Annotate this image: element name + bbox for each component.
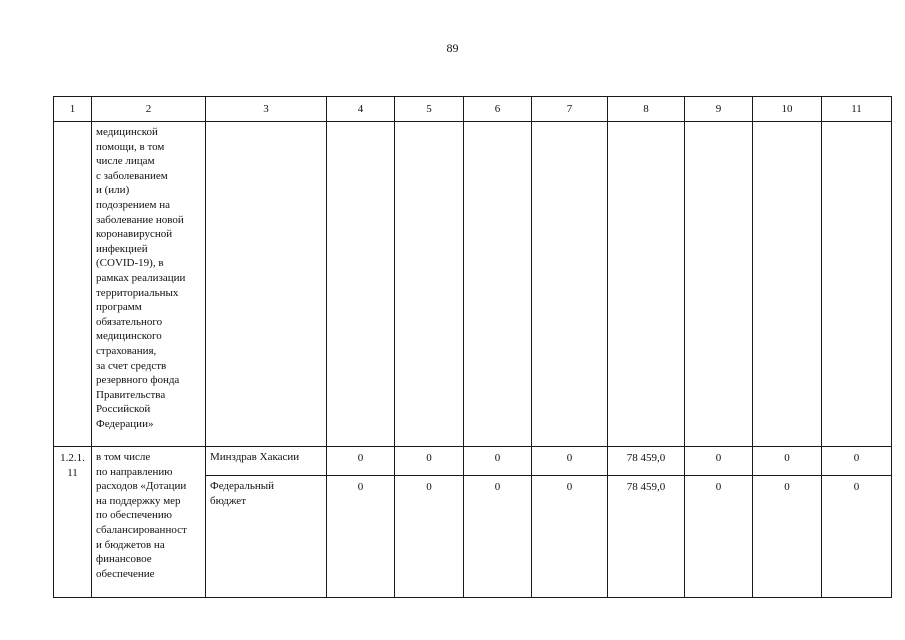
value-cell: 78 459,0 — [608, 447, 685, 476]
item-description-cell — [92, 447, 206, 598]
item-code-cell — [54, 447, 92, 598]
description-line: (COVID-19), в — [96, 257, 164, 270]
description-line: медицинского — [96, 330, 162, 343]
source-line: Федеральный — [210, 480, 275, 492]
column-header: 2 — [92, 97, 206, 122]
description-line: страхования, — [96, 344, 157, 357]
table-row-item-1-2-1-11 — [54, 447, 892, 476]
value-cell: 0 — [753, 447, 822, 476]
value-cell: 0 — [685, 476, 753, 598]
description-line: по направлению — [96, 465, 173, 478]
description-line: за счет средств — [96, 359, 167, 372]
value-cell: 78 459,0 — [608, 476, 685, 598]
item-description-cell — [92, 122, 206, 447]
value-cell: 0 — [753, 476, 822, 598]
column-header: 10 — [753, 97, 822, 122]
value-cell: 0 — [327, 447, 395, 476]
column-header: 1 — [54, 97, 92, 122]
description-line: и (или) — [96, 184, 130, 197]
value-cell — [685, 122, 753, 447]
value-cell — [395, 122, 464, 447]
description-line: обеспечение — [96, 567, 155, 580]
value-cell — [327, 122, 395, 447]
value-cell: 0 — [822, 476, 892, 598]
description-line: территориальных — [96, 286, 179, 299]
column-header: 6 — [464, 97, 532, 122]
value-cell — [608, 122, 685, 447]
item-code-cell — [54, 122, 92, 447]
description-line: на поддержку мер — [96, 494, 181, 507]
column-header: 4 — [327, 97, 395, 122]
description-line: Российской — [96, 403, 151, 416]
value-cell: 0 — [685, 447, 753, 476]
description-line: числе лицам — [96, 155, 155, 168]
description-line: по обеспечению — [96, 509, 173, 522]
description-line: помощи, в том — [96, 140, 165, 153]
source-line: Минздрав Хакасии — [210, 451, 300, 463]
description-line: резервного фонда — [96, 374, 180, 387]
value-cell — [532, 122, 608, 447]
column-header: 3 — [206, 97, 327, 122]
description-line: обязательного — [96, 315, 163, 328]
description-line: подозрением на — [96, 198, 171, 211]
description-line: с заболеванием — [96, 169, 168, 182]
description-line: медицинской — [96, 126, 158, 138]
column-header: 7 — [532, 97, 608, 122]
item-code-line: 11 — [67, 466, 78, 479]
description-line: и бюджетов на — [96, 538, 165, 551]
value-cell: 0 — [822, 447, 892, 476]
source-cell — [206, 122, 327, 447]
column-header: 5 — [395, 97, 464, 122]
budget-table — [53, 96, 892, 598]
value-cell: 0 — [532, 447, 608, 476]
description-line: Федерации» — [96, 417, 154, 430]
description-line: в том числе — [96, 451, 151, 463]
column-header: 11 — [822, 97, 892, 122]
source-line: бюджет — [210, 494, 246, 507]
value-cell: 0 — [395, 476, 464, 598]
item-code-line: 1.2.1. — [60, 452, 85, 464]
table-row-continuation — [54, 122, 892, 447]
description-line: рамках реализации — [96, 271, 186, 284]
value-cell: 0 — [464, 476, 532, 598]
value-cell: 0 — [327, 476, 395, 598]
value-cell: 0 — [395, 447, 464, 476]
source-cell — [206, 476, 327, 598]
description-line: расходов «Дотации — [96, 480, 187, 493]
description-line: финансовое — [96, 553, 152, 566]
description-line: заболевание новой — [96, 213, 184, 226]
value-cell: 0 — [532, 476, 608, 598]
description-line: программ — [96, 301, 142, 314]
description-line: сбалансированност — [96, 523, 187, 536]
description-line: Правительства — [96, 388, 166, 401]
description-line: инфекцией — [96, 242, 148, 255]
value-cell — [753, 122, 822, 447]
page-number: 89 — [446, 41, 459, 55]
column-header: 9 — [685, 97, 753, 122]
table-header-row — [54, 97, 892, 122]
value-cell — [822, 122, 892, 447]
description-line: коронавирусной — [96, 228, 173, 241]
column-header: 8 — [608, 97, 685, 122]
source-cell — [206, 447, 327, 476]
value-cell: 0 — [464, 447, 532, 476]
value-cell — [464, 122, 532, 447]
